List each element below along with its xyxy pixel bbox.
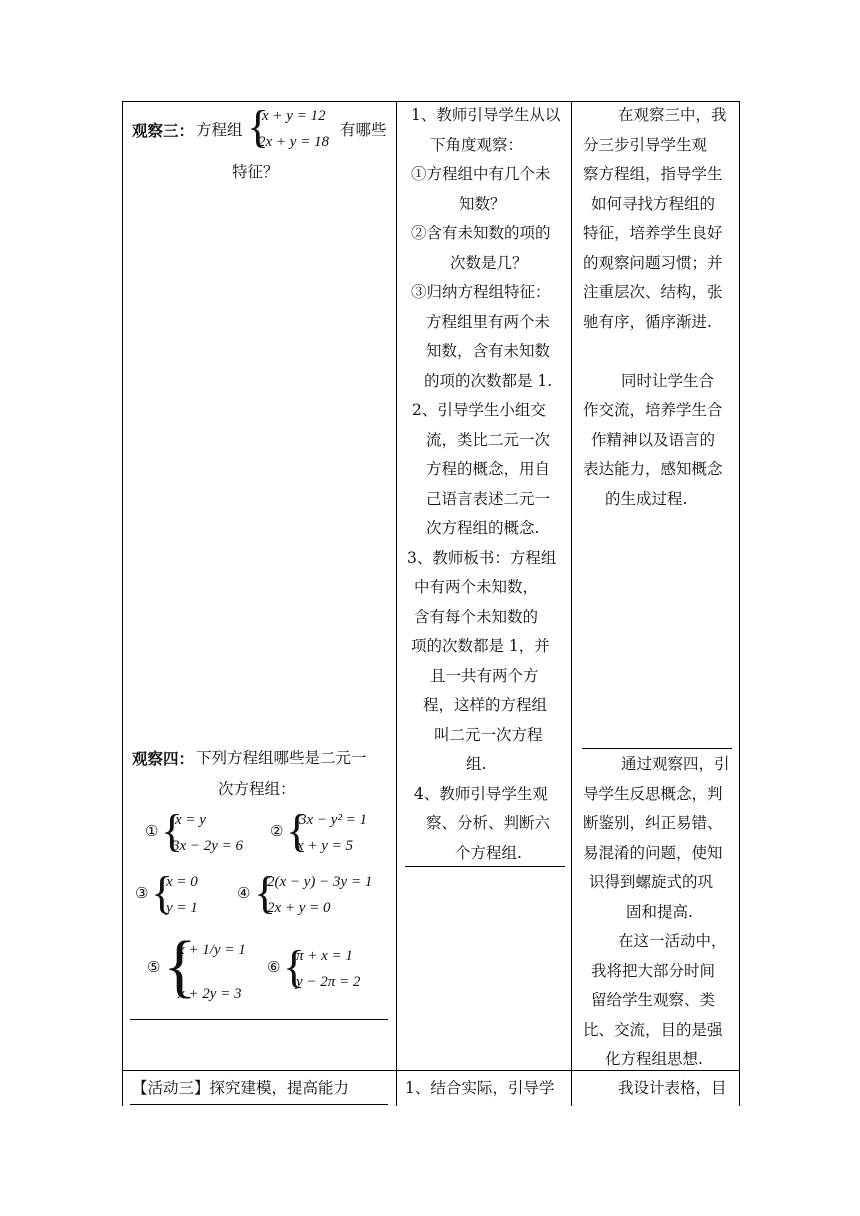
equation: 3x − 2y = 6 [172, 838, 244, 854]
text-line: 的生成过程. [605, 490, 688, 508]
text-line: 的观察问题习惯；并 [583, 254, 723, 272]
text-line: 驰有序，循序渐进. [583, 313, 712, 331]
text-line: ③归纳方程组特征： [411, 283, 551, 301]
cell-rule [130, 1104, 388, 1105]
text-line: 察方程组，指导学生 [583, 165, 723, 183]
text-line: 识得到螺旋式的巩 [589, 873, 714, 891]
cell-rule [582, 748, 732, 749]
brace: { [254, 867, 277, 918]
system-number: ⑤ [147, 958, 161, 976]
text-line: 方程的概念，用自 [426, 460, 551, 478]
text-line: 作精神以及语言的 [591, 431, 716, 449]
text-line: 叫二元一次方程 [434, 726, 543, 744]
column-divider [396, 102, 397, 1106]
observation-three-prefix: 方程组 [196, 121, 243, 139]
text-line: 中有两个未知数， [414, 578, 539, 596]
text-line: 方程组里有两个未 [426, 313, 551, 331]
equation: y = 1 [166, 900, 198, 916]
text-line: ①方程组中有几个未 [411, 165, 551, 183]
system-number: ② [270, 822, 284, 840]
observation-four-label: 观察四： [132, 749, 195, 768]
text-line: 表达能力，感知概念 [583, 460, 723, 478]
column-divider [571, 102, 572, 1106]
text-line: 同时让学生合 [621, 372, 715, 390]
text-line: 次方程组的概念. [426, 519, 540, 537]
text-line: 我将把大部分时间 [591, 962, 716, 980]
brace: { [163, 928, 197, 1005]
text-line: 通过观察四，引 [621, 755, 730, 773]
text-line: 在观察三中，我 [618, 106, 727, 124]
text-line: 的项的次数都是 1. [424, 372, 553, 390]
text-line: 且一共有两个方 [430, 667, 539, 685]
text-line: 如何寻找方程组的 [591, 195, 716, 213]
text-line: 察、分析、判断六 [426, 814, 551, 832]
brace: { [286, 805, 309, 856]
equation: π + x = 1 [296, 948, 353, 964]
text-line: 易混淆的问题，使知 [583, 844, 723, 862]
equation: x = y [175, 812, 206, 828]
text-line: 程，这样的方程组 [423, 696, 548, 714]
observation-three-label: 观察三： [132, 121, 195, 140]
text-line: ②含有未知数的项的 [411, 224, 551, 242]
text-line: 2、引导学生小组交 [412, 401, 546, 419]
equation: x + y = 12 [262, 108, 326, 124]
activity-three-heading: 【活动三】探究建模，提高能力 [132, 1079, 350, 1097]
text-line: 下角度观察： [430, 136, 524, 154]
equation: 2x + y = 18 [258, 134, 330, 150]
text-line: 我设计表格，目 [618, 1079, 727, 1097]
brace: { [151, 867, 174, 918]
text-line: 己语言表述二元一 [426, 490, 551, 508]
equation: x + 1/y = 1 [178, 942, 246, 958]
observation-three-suffix: 有哪些 [340, 121, 387, 139]
text-line: 3、教师板书：方程组 [407, 549, 557, 567]
text-line: 知数，含有未知数 [426, 342, 551, 360]
observation-four-text: 下列方程组哪些是二元一 [196, 749, 367, 767]
text-line: 比、交流，目的是强 [583, 1021, 723, 1039]
text-line: 分三步引导学生观 [583, 136, 708, 154]
text-line: 知数？ [459, 195, 506, 213]
text-line: 固和提高. [626, 903, 693, 921]
text-line: 导学生反思概念，判 [583, 785, 723, 803]
cell-rule [130, 1019, 388, 1020]
equation: x = 0 [166, 874, 198, 890]
text-line: 1、结合实际，引导学 [405, 1079, 555, 1097]
brace: { [161, 805, 184, 856]
system-number: ④ [237, 884, 251, 902]
brace: { [283, 941, 306, 992]
observation-three-line2: 特征？ [232, 163, 279, 181]
text-line: 流，类比二元一次 [426, 431, 551, 449]
text-line: 特征，培养学生良好 [583, 224, 723, 242]
text-line: 4、教师引导学生观 [414, 785, 548, 803]
text-line: 注重层次、结构，张 [583, 283, 723, 301]
system-number: ① [145, 822, 159, 840]
text-line: 含有每个未知数的 [414, 608, 539, 626]
text-line: 断鉴别，纠正易错、 [583, 814, 723, 832]
brace: { [247, 101, 270, 152]
text-line: 组. [466, 755, 487, 773]
text-line: 项的次数都是 1，并 [411, 637, 550, 655]
equation: y − 2π = 2 [296, 974, 361, 990]
equation: 2x + y = 0 [267, 900, 331, 916]
equation: 2(x − y) − 3y = 1 [267, 874, 373, 890]
equation: x + 2y = 3 [178, 986, 242, 1002]
text-line: 在这一活动中， [618, 932, 727, 950]
text-line: 次数是几？ [450, 254, 528, 272]
text-line: 1、教师引导学生从以 [411, 106, 561, 124]
text-line: 作交流，培养学生合 [583, 401, 723, 419]
observation-four-line2: 次方程组： [218, 780, 296, 798]
text-line: 留给学生观察、类 [591, 991, 716, 1009]
text-line: 个方程组. [455, 844, 522, 862]
system-number: ⑥ [267, 958, 281, 976]
text-line: 化方程组思想. [605, 1050, 703, 1068]
equation: x + y = 5 [297, 838, 354, 854]
equation: 3x − y² = 1 [299, 812, 368, 828]
system-number: ③ [135, 884, 149, 902]
